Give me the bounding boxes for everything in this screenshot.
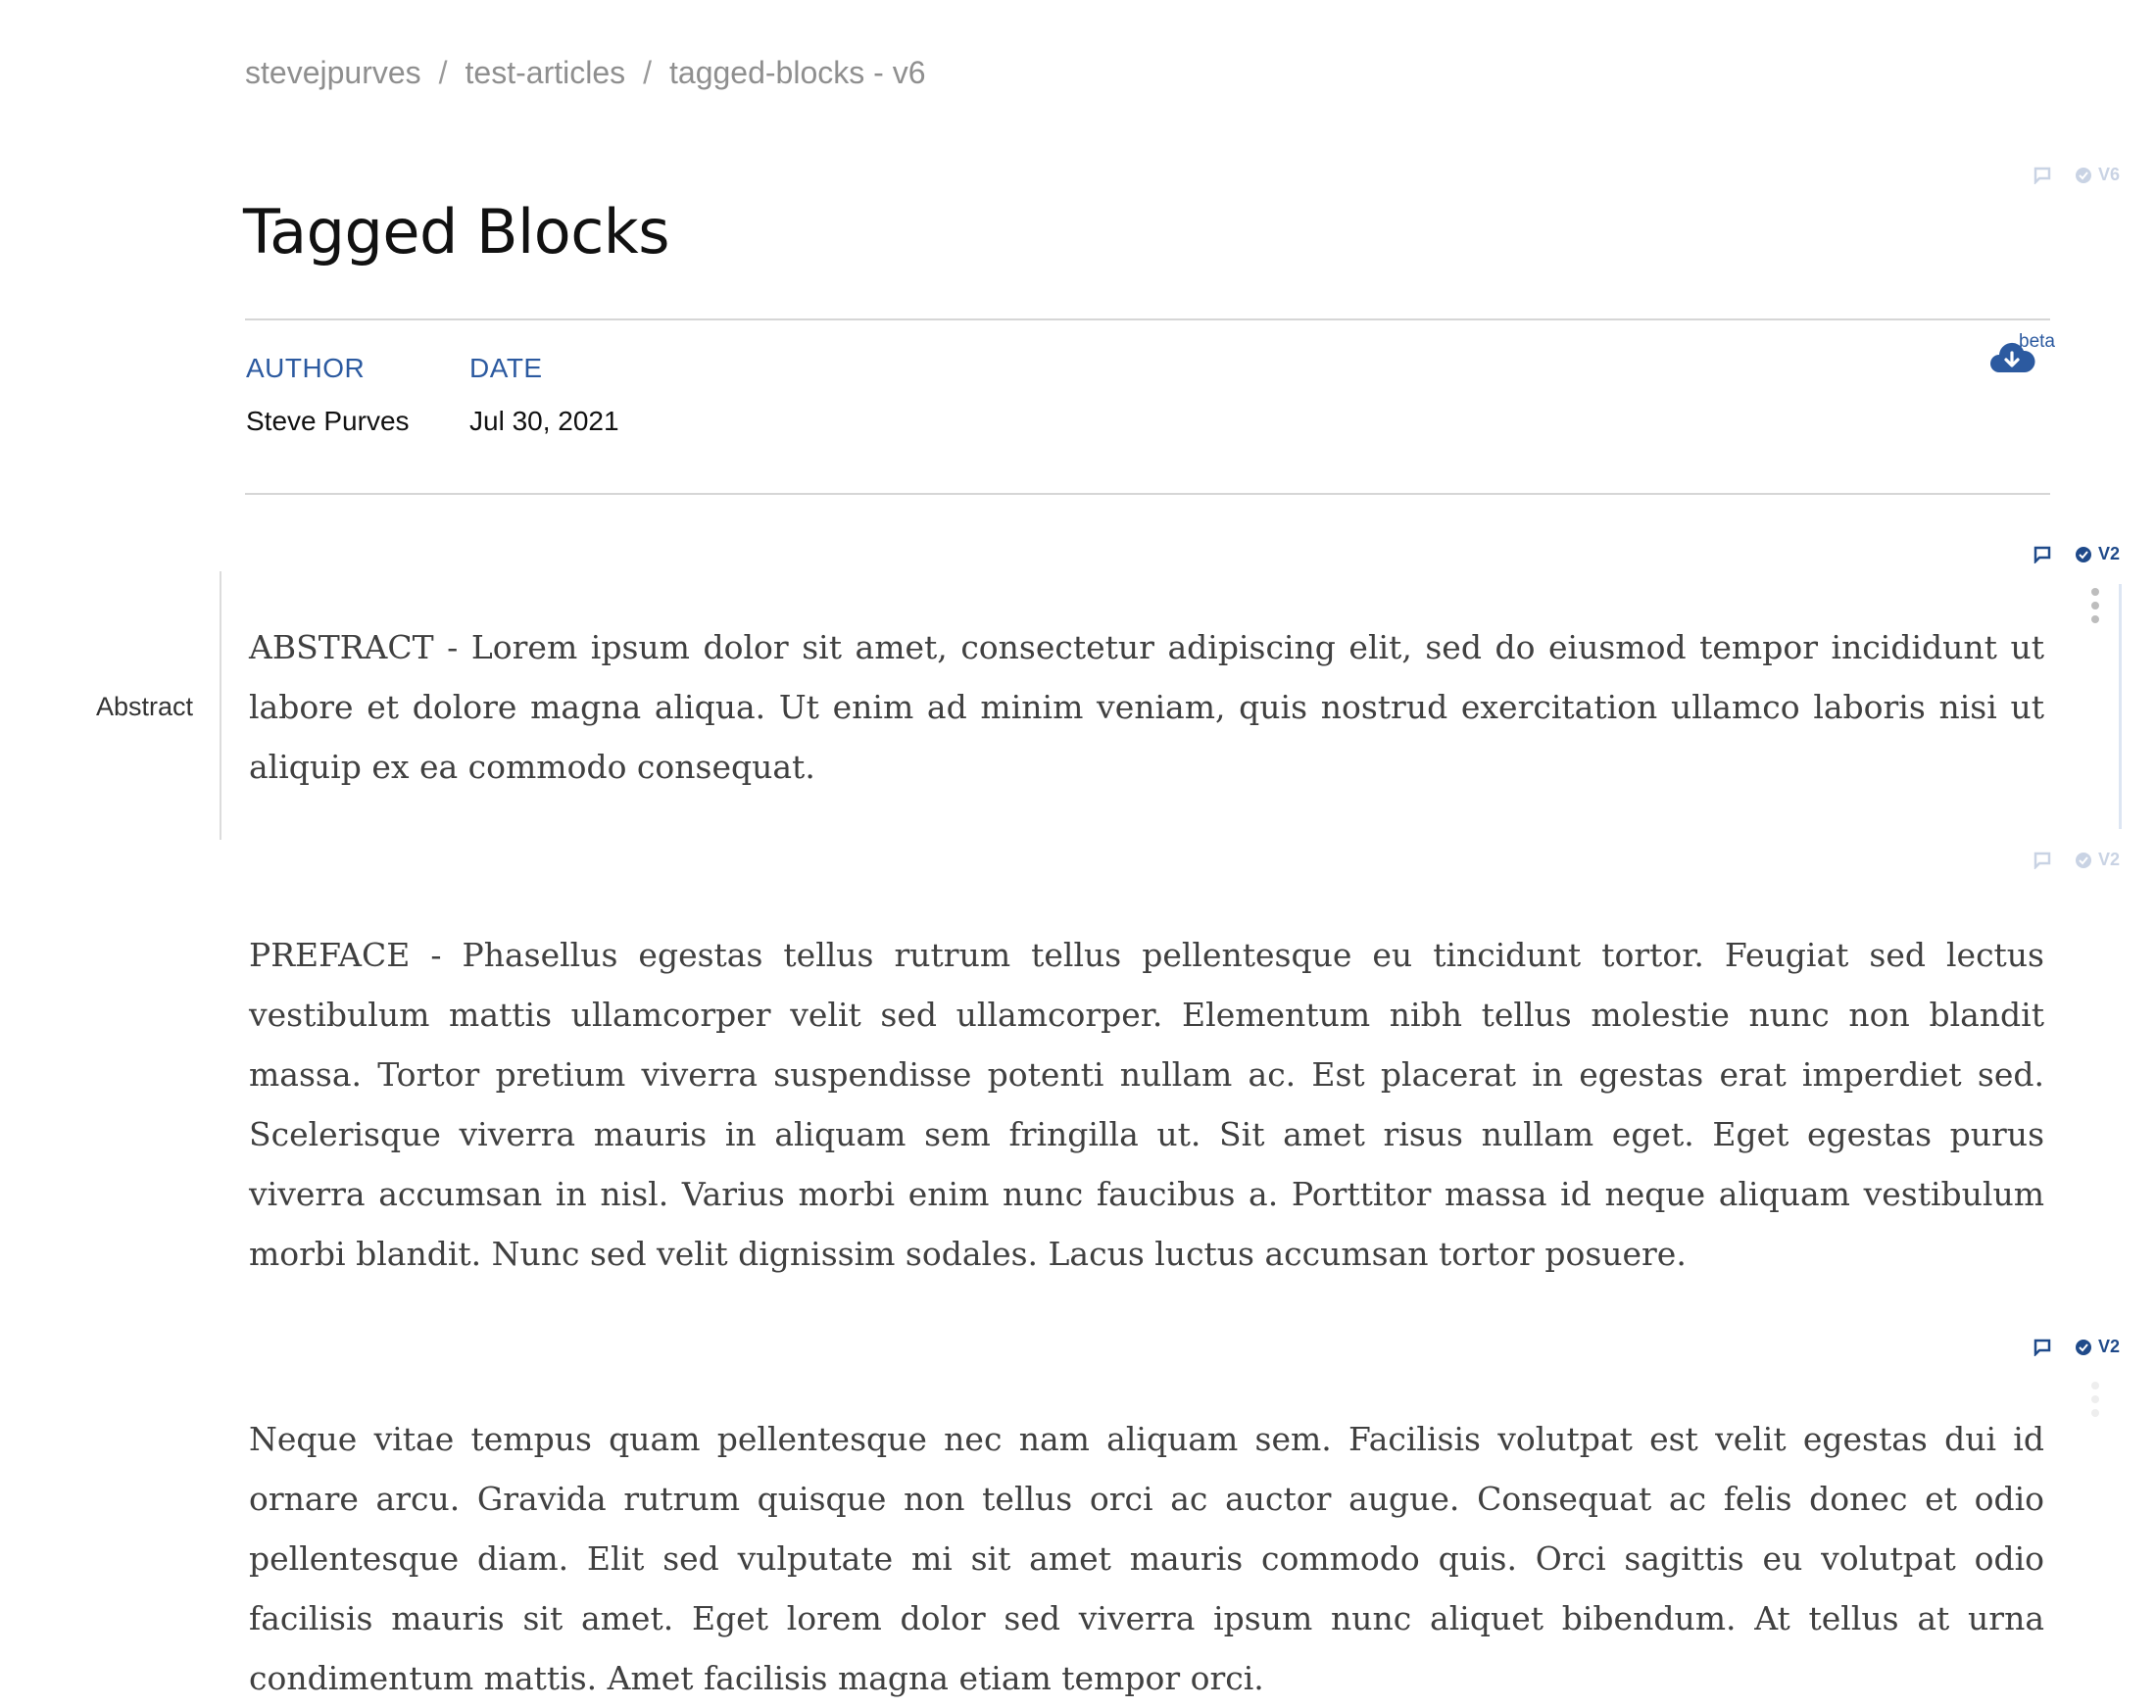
beta-label: beta (2019, 331, 2055, 352)
check-circle-icon (2075, 546, 2092, 563)
date-section (469, 353, 619, 437)
version-badge[interactable] (2075, 544, 2120, 564)
version-badge[interactable] (2075, 850, 2120, 870)
check-circle-icon (2075, 852, 2092, 869)
breadcrumb-item-article[interactable]: tagged-blocks - v6 (669, 55, 926, 90)
version-label: V2 (2097, 1337, 2120, 1356)
breadcrumb-item-user[interactable]: stevejpurves (245, 55, 421, 90)
block-options-menu-icon[interactable] (2089, 1382, 2101, 1417)
breadcrumb-separator: / (643, 55, 653, 90)
block-meta (2034, 850, 2120, 870)
block-tag-label: Abstract (96, 692, 194, 721)
check-circle-icon (2075, 1339, 2092, 1356)
comment-icon[interactable] (2034, 852, 2051, 869)
divider (245, 493, 2050, 495)
author-section (246, 353, 410, 437)
date-value: Jul 30, 2021 (469, 406, 619, 436)
date-label: DATE (469, 353, 543, 383)
divider (245, 318, 2050, 320)
breadcrumb (245, 55, 925, 91)
check-circle-icon (2075, 167, 2092, 184)
block-selection-bar (2119, 584, 2122, 829)
paragraph-block[interactable]: Neque vitae tempus quam pellentesque nec nam aliquam sem. Facilisis volutpat est velit egestas dui id ornare arcu. Gravida rutrum quisque non tellus orci ac auctor augue. Consequat ac felis donec et odio pellentesque diam. Elit sed vulputate mi sit amet mauris commodo quis. Orci sagittis eu volutpat odio facilisis mauris sit amet. Eget lorem dolor sed viverra ipsum nunc aliquet bibendum. At tellus at urna condimentum mattis. Amet facilisis magna etiam tempor orci. (249, 1420, 2044, 1697)
author-label: AUTHOR (246, 353, 366, 383)
version-label: V2 (2097, 850, 2120, 869)
version-label: V2 (2097, 544, 2120, 563)
comment-icon[interactable] (2034, 1339, 2051, 1356)
comment-icon[interactable] (2034, 546, 2051, 563)
version-badge[interactable] (2075, 1337, 2120, 1357)
abstract-block[interactable]: ABSTRACT - Lorem ipsum dolor sit amet, consectetur adipiscing elit, sed do eiusmod tempor incididunt ut labore et dolore magna aliqua. Ut enim ad minim veniam, quis nostrud exercitation ullamco laboris nisi ut aliquip ex ea commodo consequat. (249, 628, 2044, 786)
breadcrumb-separator: / (438, 55, 448, 90)
breadcrumb-item-project[interactable]: test-articles (465, 55, 626, 90)
version-badge[interactable] (2075, 165, 2120, 185)
tag-indicator-line (220, 571, 221, 840)
block-meta (2034, 544, 2120, 564)
comment-icon[interactable] (2034, 167, 2051, 184)
preface-block[interactable]: PREFACE - Phasellus egestas tellus rutrum tellus pellentesque eu tincidunt tortor. Feugiat sed lectus vestibulum mattis ullamcorper velit sed ullamcorper. Elementum nibh tellus molestie nunc non blandit massa. Tortor pretium viverra suspendisse potenti nullam ac. Est placerat in egestas erat imperdiet sed. Scelerisque viverra mauris in aliquam sem fringilla ut. Sit amet risus nullam eget. Eget egestas purus viverra accumsan in nisl. Varius morbi enim nunc faucibus a. Porttitor massa id neque aliquam vestibulum morbi blandit. Nunc sed velit dignissim sodales. Lacus luctus accumsan tortor posuere. (249, 936, 2044, 1273)
block-options-menu-icon[interactable] (2089, 588, 2101, 623)
title-block-meta (2034, 165, 2120, 185)
block-meta (2034, 1337, 2120, 1357)
version-label: V6 (2097, 165, 2120, 184)
page-title: Tagged Blocks (243, 196, 670, 268)
author-name: Steve Purves (246, 406, 410, 436)
